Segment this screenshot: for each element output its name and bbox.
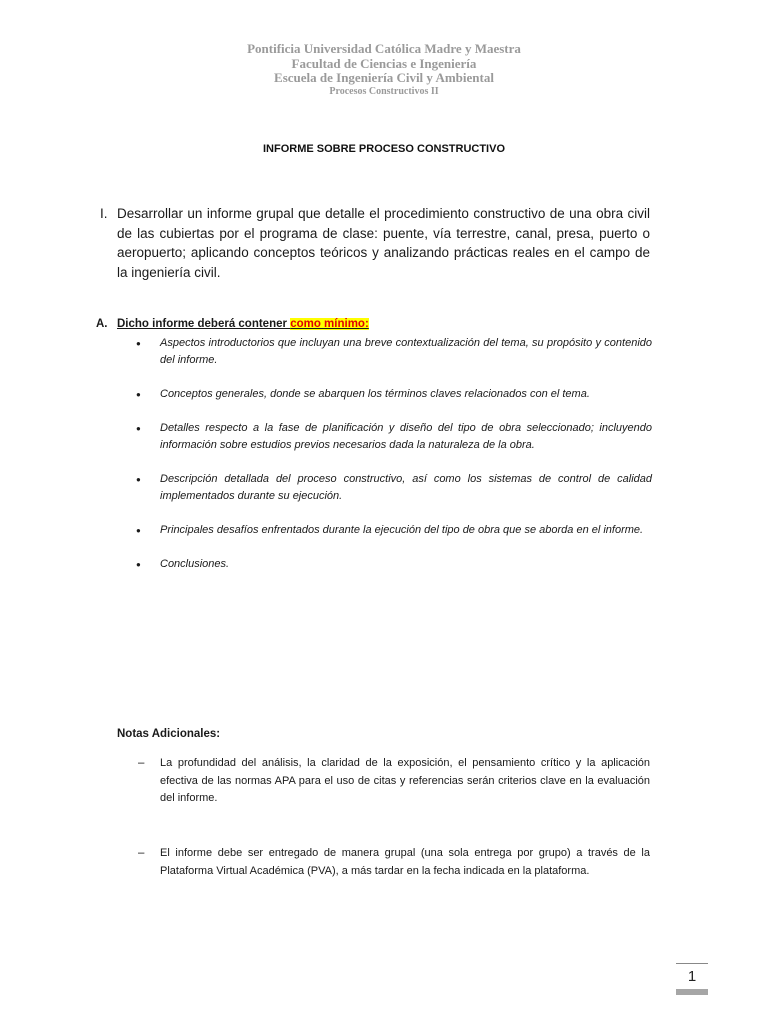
list-item xyxy=(96,420,652,454)
list-item-text: Principales desafíos enfrentados durante la ejecución del tipo de obra que se aborda en el informe. xyxy=(160,524,644,536)
header-school: Escuela de Ingeniería Civil y Ambiental xyxy=(274,70,494,85)
list-item xyxy=(96,335,652,369)
list-item-text: Detalles respecto a la fase de planificación y diseño del tipo de obra seleccionado; incluyendo información sobre estudios previos necesarios dada la naturaleza de la obra. xyxy=(160,422,652,451)
page-number: 1 xyxy=(676,963,708,994)
header-course: Procesos Constructivos II xyxy=(329,85,439,97)
section-one-numeral: I. xyxy=(100,206,108,221)
list-item xyxy=(96,522,652,539)
section-one-text: Desarrollar un informe grupal que detalle el procedimiento constructivo de una obra civil de las cubiertas por el programa de clase: puente, vía terrestre, canal, presa, puerto o aeropuerto; aplicando conceptos teóricos y analizando prácticas reales en el campo de la ingeniería civil. xyxy=(117,206,650,280)
note-text: La profundidad del análisis, la claridad de la exposición, el pensamiento crítico y la aplicación efectiva de las normas APA para el uso de citas y referencias serán criterios clave en la evaluación del informe. xyxy=(160,757,650,804)
requirements-list xyxy=(96,335,652,590)
list-item xyxy=(96,386,652,403)
document-header xyxy=(0,42,768,98)
note-item xyxy=(138,845,650,880)
notes-heading: Notas Adicionales: xyxy=(117,728,221,740)
bullet-icon: ● xyxy=(136,526,141,535)
highlight-como-minimo: como mínimo: xyxy=(290,318,369,330)
list-item xyxy=(96,556,652,573)
bullet-icon: ● xyxy=(136,339,141,348)
bullet-icon: ● xyxy=(136,424,141,433)
note-item xyxy=(138,755,650,808)
note-text: El informe debe ser entregado de manera grupal (una sola entrega por grupo) a través de la Plataforma Virtual Académica (PVA), a más tardar en la fecha indicada en la plataforma. xyxy=(160,847,650,877)
page-number-bar xyxy=(676,989,708,995)
list-item-text: Conceptos generales, donde se abarquen los términos claves relacionados con el tema. xyxy=(160,388,590,400)
list-item xyxy=(96,471,652,505)
bullet-icon: ● xyxy=(136,560,141,569)
header-faculty: Facultad de Ciencias e Ingeniería xyxy=(291,55,477,71)
section-a-heading-label: Dicho informe deberá contener xyxy=(117,318,291,330)
list-item-text: Conclusiones. xyxy=(160,558,230,570)
section-a-heading xyxy=(96,316,652,333)
section-a xyxy=(96,316,652,570)
document-title: INFORME SOBRE PROCESO CONSTRUCTIVO xyxy=(262,143,506,155)
header-university: Pontificia Universidad Católica Madre y Maestra xyxy=(247,41,521,56)
bullet-icon: ● xyxy=(136,475,141,484)
list-item-text: Descripción detallada del proceso constructivo, así como los sistemas de control de calidad implementados durante su ejecución. xyxy=(160,473,652,502)
section-a-heading-text xyxy=(117,318,369,330)
section-one xyxy=(100,204,650,282)
section-a-letter: A. xyxy=(96,318,108,330)
dash-icon: – xyxy=(138,847,145,859)
dash-icon: – xyxy=(138,757,145,769)
list-item-text: Aspectos introductorios que incluyan una breve contextualización del tema, su propósito y contenido del informe. xyxy=(160,337,652,366)
bullet-icon: ● xyxy=(136,390,141,399)
